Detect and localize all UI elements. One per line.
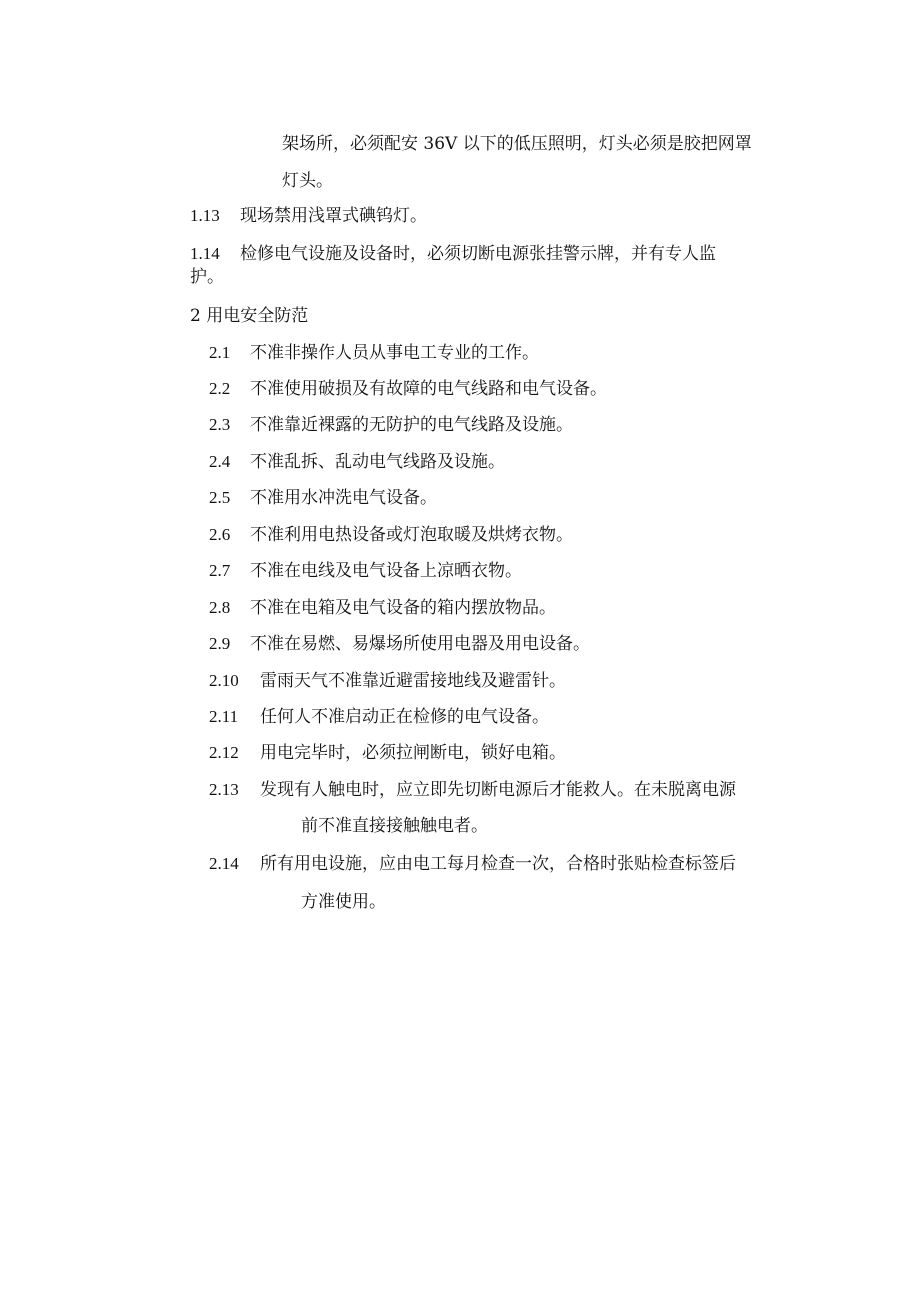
item-continuation: 方准使用。: [301, 892, 386, 912]
item-continuation: 前不准直接接触触电者。: [301, 816, 488, 836]
item-text: 不准在电箱及电气设备的箱内摆放物品。: [250, 598, 556, 618]
item-text: 不准在电线及电气设备上凉晒衣物。: [250, 561, 522, 581]
continued-text-line: 架场所，必须配安 36V 以下的低压照明，灯头必须是胶把网罩: [282, 134, 752, 154]
item-number: 2.12: [209, 743, 239, 762]
list-item: [190, 243, 716, 265]
item-text: 不准用水冲洗电气设备。: [250, 488, 437, 508]
item-text: 所有用电设施，应由电工每月检查一次，合格时张贴检查标签后: [260, 854, 736, 874]
item-number: 2.13: [209, 780, 239, 799]
list-item: [209, 853, 736, 875]
item-number: 1.14: [190, 244, 220, 263]
item-text: 不准靠近裸露的无防护的电气线路及设施。: [250, 415, 573, 435]
item-number: 2.10: [209, 671, 239, 690]
list-item: [209, 451, 505, 473]
list-item: [209, 487, 437, 509]
item-number: 2.11: [209, 707, 239, 726]
list-item: [209, 524, 573, 546]
item-text: 雷雨天气不准靠近避雷接地线及避雷针。: [260, 671, 566, 691]
item-number: 2.1: [209, 343, 231, 362]
item-text: 不准使用破损及有故障的电气线路和电气设备。: [250, 379, 607, 399]
item-number: 2.2: [209, 379, 231, 398]
item-text: 不准乱拆、乱动电气线路及设施。: [250, 452, 505, 472]
item-number: 2.4: [209, 452, 231, 471]
item-number: 1.13: [190, 206, 220, 225]
item-number: 2.5: [209, 488, 231, 507]
list-item: [209, 597, 556, 619]
continued-text-line: 灯头。: [282, 171, 333, 191]
list-item: [209, 414, 573, 436]
item-continuation: 护。: [190, 267, 224, 287]
item-text: 任何人不准启动正在检修的电气设备。: [260, 707, 549, 727]
item-text: 用电完毕时，必须拉闸断电，锁好电箱。: [260, 743, 566, 763]
item-number: 2.9: [209, 634, 231, 653]
list-item: [209, 378, 607, 400]
item-number: 2.14: [209, 854, 239, 873]
list-item: [209, 560, 522, 582]
item-number: 2.6: [209, 525, 231, 544]
item-text: 不准利用电热设备或灯泡取暖及烘烤衣物。: [250, 525, 573, 545]
list-item: [209, 670, 566, 692]
list-item: [209, 779, 736, 801]
item-text: 不准非操作人员从事电工专业的工作。: [250, 343, 539, 363]
item-text: 不准在易燃、易爆场所使用电器及用电设备。: [250, 634, 590, 654]
item-text: 现场禁用浅罩式碘钨灯。: [240, 206, 427, 226]
item-number: 2.8: [209, 598, 231, 617]
item-number: 2.7: [209, 561, 231, 580]
list-item: [209, 342, 539, 364]
list-item: [209, 706, 549, 728]
item-number: 2.3: [209, 415, 231, 434]
section-heading: 2 用电安全防范: [190, 306, 309, 326]
list-item: [190, 205, 427, 227]
list-item: [209, 742, 566, 764]
list-item: [209, 633, 590, 655]
item-text: 发现有人触电时，应立即先切断电源后才能救人。在未脱离电源: [260, 780, 736, 800]
item-text: 检修电气设施及设备时，必须切断电源张挂警示牌，并有专人监: [240, 244, 716, 264]
